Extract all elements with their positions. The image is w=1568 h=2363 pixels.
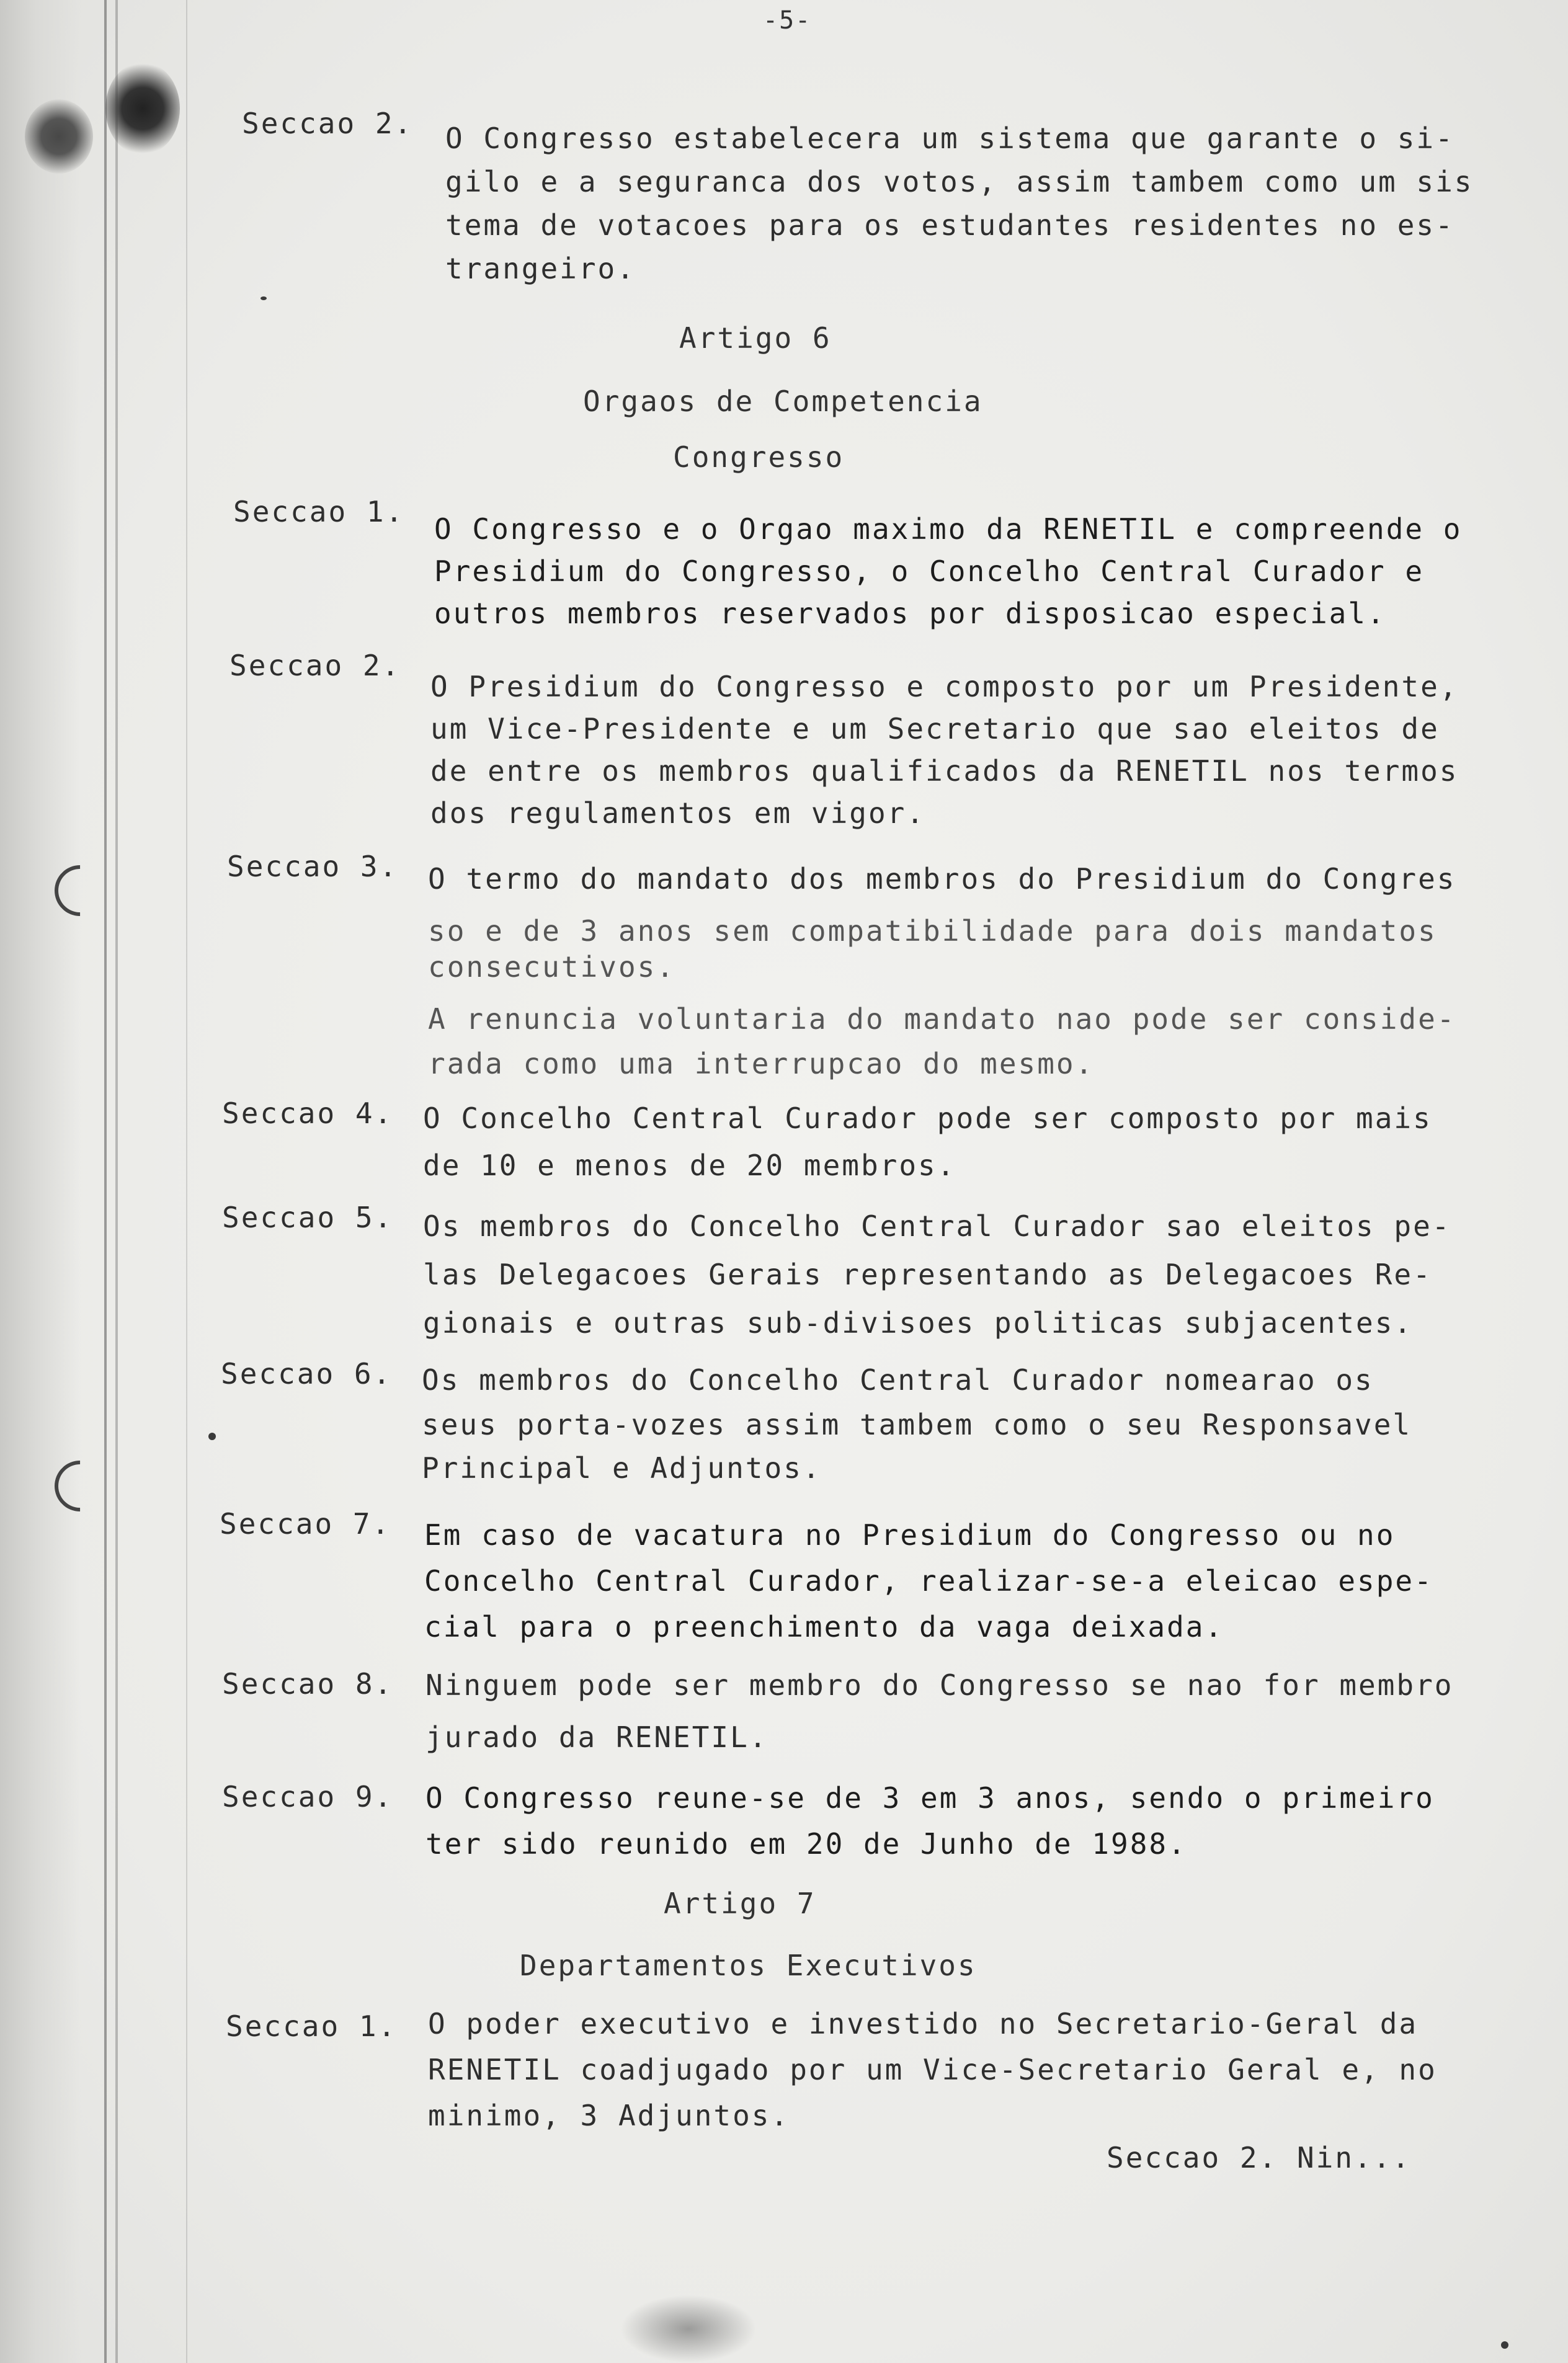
text-line: um Vice-Presidente e um Secretario que sao eleitos de (430, 712, 1440, 745)
text-line: cial para o preenchimento da vaga deixada. (424, 1610, 1224, 1644)
text-line: gionais e outras sub-divisoes politicas subjacentes. (423, 1306, 1414, 1340)
text-line: A renuncia voluntaria do mandato nao pode ser conside- (428, 1002, 1456, 1036)
text-line: Em caso de vacatura no Presidium do Congresso ou no (424, 1518, 1396, 1552)
text-line: Os membros do Concelho Central Curador nomearao os (422, 1363, 1374, 1397)
text-line: Ninguem pode ser membro do Congresso se nao for membro (425, 1668, 1454, 1702)
section-label: Seccao 2. (229, 649, 401, 682)
text-line: gilo e a seguranca dos votos, assim tambem como um sis (445, 165, 1474, 198)
text-line: O termo do mandato dos membros do Presidium do Congres (428, 862, 1456, 896)
speck (208, 1433, 216, 1440)
section-label: Seccao 1. (226, 2009, 398, 2043)
text-line: outros membros reservados por disposicao especial. (434, 597, 1386, 630)
ink-blot (25, 99, 93, 174)
text-line: Os membros do Concelho Central Curador sao eleitos pe- (423, 1209, 1451, 1243)
text-line: Principal e Adjuntos. (422, 1451, 822, 1485)
text-line: O Congresso e o Orgao maximo da RENETIL e compreende o (434, 512, 1463, 546)
section-label: Seccao 7. (220, 1507, 391, 1541)
speck (1501, 2341, 1508, 2349)
section-label: Seccao 1. (233, 495, 405, 528)
text-line: jurado da RENETIL. (425, 1720, 768, 1754)
text-line: rada como uma interrupcao do mesmo. (428, 1047, 1095, 1080)
text-line: dos regulamentos em vigor. (430, 796, 926, 830)
text-line: seus porta-vozes assim tambem como o seu Responsavel (422, 1408, 1412, 1441)
binding-shadow (0, 0, 81, 2363)
page-number: -5- (763, 6, 812, 35)
binding-line (104, 0, 107, 2363)
binding-line (115, 0, 118, 2363)
article-heading: Artigo 6 (679, 321, 832, 355)
text-line: de entre os membros qualificados da RENETIL nos termos (430, 754, 1459, 788)
text-line: Presidium do Congresso, o Concelho Central Curador e (434, 554, 1425, 588)
article-heading: Artigo 7 (664, 1887, 816, 1920)
section-label: Seccao 3. (227, 850, 399, 883)
section-label: Seccao 4. (222, 1097, 394, 1130)
text-line: consecutivos. (428, 950, 676, 984)
text-line: de 10 e menos de 20 membros. (423, 1149, 956, 1182)
text-line: O Presidium do Congresso e composto por um Presidente, (430, 670, 1459, 703)
text-line: tema de votacoes para os estudantes residentes no es- (445, 208, 1454, 242)
text-line: O Congresso estabelecera um sistema que garante o si- (445, 122, 1454, 155)
section-label: Seccao 8. (222, 1667, 394, 1701)
text-line: O poder executivo e investido no Secretario-Geral da (428, 2007, 1419, 2040)
article-subsubheading: Congresso (673, 440, 845, 474)
scan-smudge (620, 2295, 757, 2363)
section-label: Seccao 5. (222, 1201, 394, 1234)
text-line: Concelho Central Curador, realizar-se-a eleicao espe- (424, 1564, 1433, 1598)
article-subheading: Orgaos de Competencia (583, 385, 983, 418)
text-line: las Delegacoes Gerais representando as Delegacoes Re- (423, 1258, 1432, 1291)
text-line: RENETIL coadjugado por um Vice-Secretario Geral e, no (428, 2053, 1437, 2086)
text-line: so e de 3 anos sem compatibilidade para dois mandatos (428, 914, 1437, 948)
article-subheading: Departamentos Executivos (520, 1949, 977, 1982)
binding-line (186, 0, 187, 2363)
ink-blot (105, 62, 180, 155)
section-label: Seccao 9. (222, 1780, 394, 1813)
section-label: Seccao 2. (242, 107, 414, 140)
text-line: ter sido reunido em 20 de Junho de 1988. (425, 1827, 1187, 1861)
text-line: O Concelho Central Curador pode ser composto por mais (423, 1101, 1432, 1135)
text-line: trangeiro. (445, 252, 636, 285)
text-line: O Congresso reune-se de 3 em 3 anos, sendo o primeiro (425, 1781, 1435, 1815)
section-label: Seccao 6. (221, 1357, 393, 1391)
text-line: minimo, 3 Adjuntos. (428, 2099, 790, 2132)
catchword: Seccao 2. Nin... (1107, 2141, 1412, 2174)
speck (261, 296, 267, 300)
